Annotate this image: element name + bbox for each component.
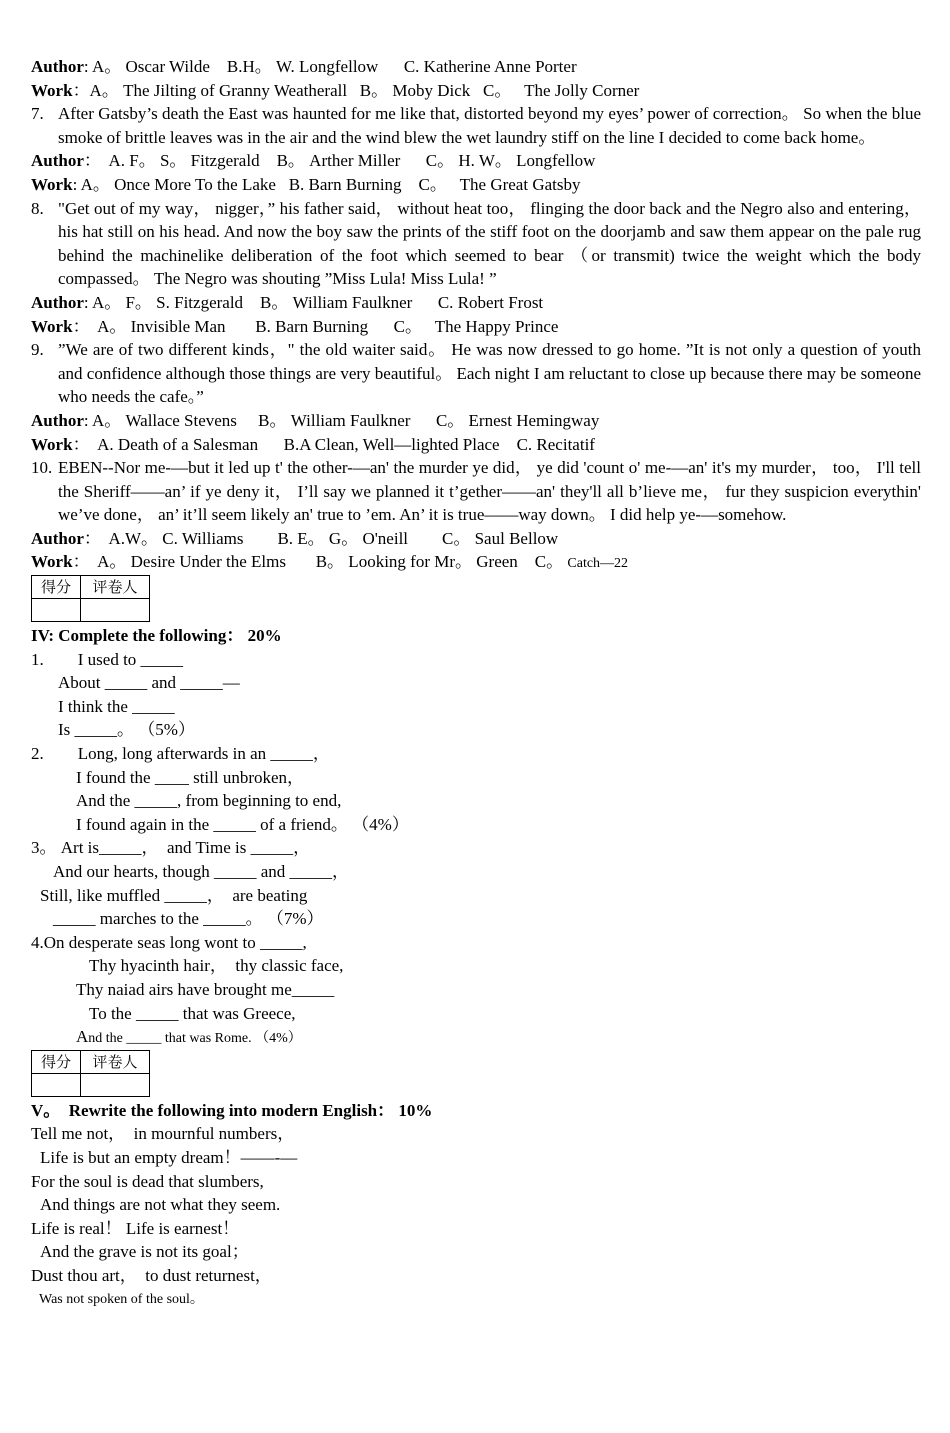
q9-work-line <box>31 433 921 457</box>
poem-1-line: Is _____。 （5%） <box>58 720 195 740</box>
poem-4-line: Thy naiad airs have brought me_____ <box>76 979 335 999</box>
q10-author-options: ： A.W。 C. Williams B. E。 G。 O'neill C。 Saul Bellow <box>83 528 559 548</box>
author-label: Author <box>31 57 84 76</box>
score-cell[interactable] <box>32 599 81 622</box>
author-label: Author <box>31 151 84 171</box>
rewrite-line: For the soul is dead that slumbers, <box>31 1171 264 1191</box>
rewrite-line: Tell me not， in mournful numbers， <box>31 1124 295 1144</box>
score-cell[interactable] <box>32 1073 81 1096</box>
q9-work-options: ： A. Death of a Salesman B.A Clean, Well—lighted Place C. Recitatif <box>72 434 595 454</box>
poem-1-line: About _____ and _____— <box>58 673 240 693</box>
work-label: Work <box>31 80 73 100</box>
q6-work-line <box>31 79 921 103</box>
poem-3-line: And our hearts, though _____ and _____， <box>53 862 350 881</box>
author-label: Author <box>31 528 84 548</box>
poem-1-line: 1. I used to _____ <box>31 649 184 669</box>
poem-2-line: 2. Long, long afterwards in an _____， <box>31 744 330 764</box>
rewrite-line: Was not spoken of the soul。 <box>39 1291 204 1307</box>
rewrite-line: And the grave is not its goal； <box>40 1242 249 1262</box>
work-label: Work <box>31 316 73 336</box>
q10-author-line <box>31 527 921 551</box>
score-table <box>31 575 150 622</box>
question-number: 9. <box>31 340 44 360</box>
q8-work-line <box>31 315 921 339</box>
section-5-heading: V。 Rewrite the following into modern English： 10% <box>31 1100 433 1120</box>
q6-work-options: ：A。 The Jilting of Granny Weatherall B。 Moby Dick C。 The Jolly Corner <box>72 80 640 100</box>
author-label: Author <box>31 292 84 312</box>
poem-2-line: I found again in the _____ of a friend。 （4%） <box>76 814 409 834</box>
score-table <box>31 1050 150 1097</box>
q10-work-options: ： A。 Desire Under the Elms B。 Looking for Mr。 Green C。 <box>72 552 568 572</box>
question-7-text: After Gatsby’s death the East was haunted for me like that, distorted beyond my eyes’ power of correction。 So when the blue smoke of brittle leaves was in the air and the wind blew the wet laundry stiff on the line I decided to come back home。 <box>58 104 921 147</box>
q10-work-line <box>31 550 921 574</box>
question-10 <box>31 456 921 527</box>
exam-page <box>31 55 921 1311</box>
rewrite-line: Life is real！ Life is earnest！ <box>31 1218 240 1238</box>
section-4-heading: IV: Complete the following： 20% <box>31 626 282 646</box>
grader-header: 评卷人 <box>81 1050 150 1073</box>
q9-author-options: : A。 Wallace Stevens B。 William Faulkner C。 Ernest Hemingway <box>83 410 600 430</box>
poem-2-line: And the _____, from beginning to end, <box>76 791 342 811</box>
q8-author-options: : A。 F。 S. Fitzgerald B。 William Faulkner C. Robert Frost <box>83 292 544 312</box>
poem-4-initial: A <box>76 1027 89 1047</box>
grader-cell[interactable] <box>81 1073 150 1096</box>
poem-3-line: 3。 Art is_____， and Time is _____， <box>31 838 311 858</box>
work-label: Work <box>31 552 73 572</box>
poem-4-line: To the _____ that was Greece, <box>89 1003 296 1023</box>
q7-author-options: ： A. F。 S。 Fitzgerald B。 Arther Miller C。 H. W。 Longfellow <box>83 151 596 171</box>
poem-4-line <box>31 1025 921 1049</box>
poem-3-line: Still, like muffled _____， are beating <box>40 885 308 905</box>
q7-work-line <box>31 173 921 197</box>
question-10-text: EBEN--Nor me-—but it led up t' the other-—an' the murder ye did， ye did 'count o' me-—an' it's my murder， too， I'll tell the Sheriff——an’ if ye deny it， I’ll say we planned it t’gether——an' they'll all b’lieve me， fur they suspicion everythin' we’ve done， an’ it’ll seem likely an' true to ’em. An’ it is true——way down。 I did help ye-—somehow. <box>58 458 921 525</box>
q9-author-line <box>31 409 921 433</box>
author-label: Author <box>31 410 84 430</box>
q10-work-option-c: Catch—22 <box>567 556 629 572</box>
work-label: Work <box>31 434 73 454</box>
poem-4-rest: nd the _____ that was Rome. （4%） <box>88 1031 302 1047</box>
question-9-text: ”We are of two different kinds，" the old waiter said。 He was now dressed to go home. ”It is not only a question of youth and confidence although those things are very beautiful。 Each night I am reluctant to close up because there may be someone who needs the cafe。” <box>58 340 921 407</box>
score-header: 得分 <box>32 1050 81 1073</box>
question-8-text: "Get out of my way， nigger，” his father said， without heat too， flinging the door back and the Negro also and entering， his hat still on his head. And now the boy saw the prints of the stiff foot on the doorjamb and saw them appear on the pale rug behind the machinelike deliberation of the foot which seemed to bear （or transmit) twice the weight which the body compassed。 The Negro was shouting ”Miss Lula! Miss Lula! ” <box>58 198 921 289</box>
score-header: 得分 <box>32 576 81 599</box>
question-number: 7. <box>31 104 44 124</box>
question-number: 8. <box>31 198 44 218</box>
poem-3-line: _____ marches to the _____。 （7%） <box>53 909 324 929</box>
work-label: Work <box>31 174 73 194</box>
rewrite-line: Dust thou art， to dust returnest， <box>31 1265 272 1285</box>
poem-1-line: I think the _____ <box>58 696 175 716</box>
poem-4-line: 4.On desperate seas long wont to _____, <box>31 932 307 952</box>
q7-author-line <box>31 149 921 173</box>
rewrite-line: And things are not what they seem. <box>40 1195 281 1215</box>
q6-author-line <box>31 55 921 79</box>
q8-author-line <box>31 291 921 315</box>
q7-work-options: : A。 Once More To the Lake B. Barn Burning C。 The Great Gatsby <box>72 174 581 194</box>
grader-header: 评卷人 <box>81 576 150 599</box>
question-9 <box>31 338 921 409</box>
poem-4-line: Thy hyacinth hair， thy classic face, <box>89 956 344 976</box>
q6-author-options: : A。 Oscar Wilde B.H。 W. Longfellow C. Katherine Anne Porter <box>83 57 577 76</box>
question-7 <box>31 102 921 149</box>
q8-work-options: ： A。 Invisible Man B. Barn Burning C。 The Happy Prince <box>72 316 559 336</box>
rewrite-line: Life is but an empty dream！——-— <box>40 1147 298 1167</box>
grader-cell[interactable] <box>81 599 150 622</box>
question-8 <box>31 197 921 291</box>
poem-2-line: I found the ____ still unbroken， <box>76 767 305 787</box>
question-number: 10. <box>31 458 53 478</box>
